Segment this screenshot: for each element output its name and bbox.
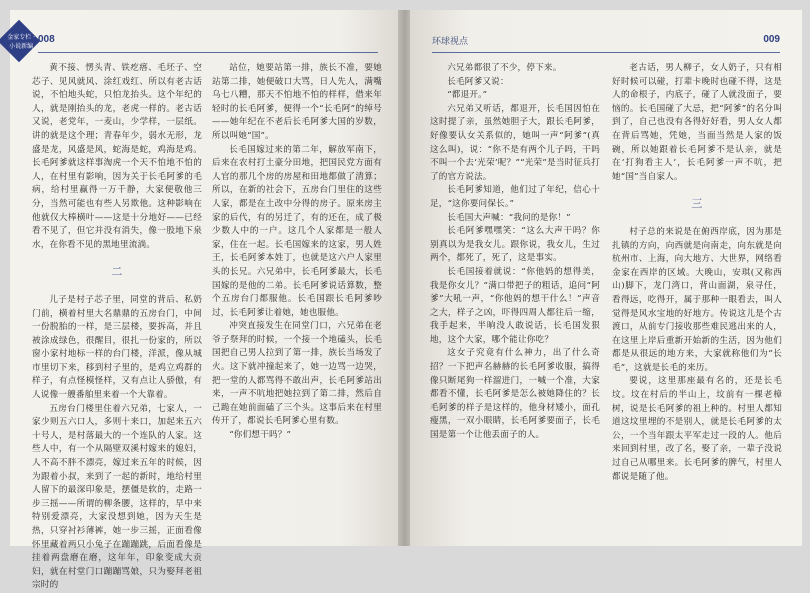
right-column-1 xyxy=(430,62,600,443)
paragraph: 长毛国大声喊：“我问的是你！” xyxy=(447,212,571,223)
right-page-header xyxy=(432,34,468,50)
header-rule xyxy=(432,52,780,53)
paragraph: 要说，这里那座最有名的，还是长毛坟。坟在村后的半山上，坟前有一棵老樟树，说是长毛阿爹的祖上种的。村里人都知道这坟里埋的不是别人，就是长毛阿爹的太公，一个当年跟太平军走过一段的人。他后来回到村里，改了名，娶了亲，一辈子没说过自己从哪里来。长毛阿爹的脾气，村里人都说是随了他。 xyxy=(612,376,782,482)
paragraph: 长毛国接着就说：“你他妈的想得美，我是你女儿？”满口带把子的粗话，追问“阿爹”大吼一声，“你他妈的想干什么！”声音之大，样子之凶，吓得四周人都往后一缩，我手起来，半晌没人敢说话，长毛国发狠地，这个大家，哪个能让你吃？ xyxy=(430,266,600,345)
left-column-2 xyxy=(212,62,382,443)
paragraph: “都退开。” xyxy=(447,90,488,101)
column-badge: 金家专栏 · 小说新编 xyxy=(0,20,40,62)
left-page xyxy=(7,10,400,591)
section-mark: 二 xyxy=(111,266,123,279)
paragraph: 站位，她要站第一排，族长不准，要她站第二排，她便破口大骂，日人先人，满嘴乌七八糟，那天不怕地不怕的样样，借来年轻时的长毛阿爹，便得一个“长毛阿”的绰号——她年纪在不老后长毛阿爹大国的岁数，所以叫她“国”。 xyxy=(212,63,382,141)
paragraph: 长毛阿爹又说： xyxy=(447,76,509,87)
right-page-number-wrap xyxy=(763,34,780,50)
paragraph: 长毛阿爹知道，他们过了年纪，信心十足，“这你要问保长。” xyxy=(430,185,600,209)
paragraph: 冲突直接发生在同堂门口，六兄弟在老爷子祭拜的时候，一个接一个地磕头，长毛国把自己男人拉到了第一排，族长当场发了火。这下就冲撞起来了，她一边骂一边哭，把一堂的人都骂得不敢出声，长毛阿爹站出来，一声不吭地把她拉到了第二排，然后自己跪在她前面磕了三个头。这事后来在村里传开了，都说长毛阿爹心里有数。 xyxy=(212,321,382,427)
paragraph: 长毛阿爹嘿嘿笑：“这么大声干吗？你别真以为是我女儿。跟你说，我女儿，生过两个，都死了，死了，这是事实。 xyxy=(430,226,600,264)
right-header-title: 环球视点 xyxy=(432,37,469,47)
paragraph: “你们想干吗？” xyxy=(229,430,292,441)
section-mark: 三 xyxy=(691,198,703,211)
left-page-number: 008 xyxy=(38,34,55,45)
right-column-2 xyxy=(612,62,782,484)
paragraph: 儿子是村子芯子里，同堂的背后、私奶门前，横着村里大名鼎鼎的五房台门，中间一份脱胎的一样，是三层楼，要拆高，并且被涂成绿色，很醒目，很扎一份家的，所以窗小家村地标一样的台门楼，洋派，像从城市里切下来，移到村子里的，是鸡立鸡群的样子，有点怪模怪样，又有点让人骄傲，有人说像一艘番舶里来着一个大靠着。 xyxy=(32,294,202,401)
paragraph: 六兄弟又听话，都退开，长毛国因怕在这时提了亲，虽然她胆子大，跟长毛阿爹，好像要认女关系似的，她叫一声“阿爹”(真这么叫)，说：“你不是有两个儿子吗，干吗不叫一个去‘光荣’呢？”“光荣”是当时征兵打了的官方说法。 xyxy=(430,103,600,182)
paragraph: 长毛国嫁过来的第二年，解放军南下，后来在农村打土豪分田地，把国民党方面有人官的那几个房的房屋和田地都做了清算；所以，在新的社会下，五房台门里住的这些人家，都是在土改中分得的房子。原来房主家的后代，有的另迁了，有的还在，成了极少数人中的一户。这几个人家都是一般人家，住在一起。长毛国嫁来的这家，男人姓王，长毛阿爹本姓丁，也就是这六户人家里头的长兄。六兄弟中，长毛阿爹最大，长毛国嫁的是他的二弟。长毛阿爹说话算数，整个五房台门都服他。长毛国跟长毛阿爹吵过，长毛阿爹让着她，她也服他。 xyxy=(212,144,382,318)
left-column-1 xyxy=(32,62,202,593)
paragraph: 六兄弟都很了不少，停下来。 xyxy=(447,63,562,73)
paragraph: 老古话，男人柳子，女人奶子，只有相好时候可以碰，打辈卡晚时也碰不得，这是人的命根子，内底子，碰了人就没面子，要恼的。长毛国碰了大忌，把“阿爹”的名分叫到了，自己也没有各得好好看，男人女人都在背后骂她，凭她，当面当然是人家的饭碗，所以她跟着长毛阿爹不是认亲，就是在‘打狗看主人’，长毛阿爹一声不吭，把她“国”当自家人。 xyxy=(612,63,782,182)
paragraph: 村子总的来说是在俯西岸底，因为那是扎镇的方向，向西就是向南走，向东就是向杭州市、上海，向大地方、大世界，网络看金家在西岸的区域。大晚山，安琪(又称西山)脚下，龙门湾口，背山面湖，泉寻任，看得远，吃得开，属于那种一眼看去，叫人觉得是风水宝地的好地方。传说这儿是个古渡口，从前专门接收那些难民逃出来的人，在这里上岸后重新开始新的生活，因为他们都是从很远的地方来，大家就称他们为“长毛”，这就是长毛的来历。 xyxy=(612,226,782,373)
right-page xyxy=(410,10,802,546)
header-rule xyxy=(38,52,378,53)
paragraph: 这女子究竟有什么神力，出了什么奇招？一下把声名赫赫的长毛阿爹收服，搞得像只断尾狗一样溜进门，一喊一个准，大家都看不懂，长毛阿爹是怎么被她降住的？长毛阿爹的样子是这样的，他身材矮小，面孔瘦黑，一双小眼睛，长毛阿爹要面子，长毛国是第一个让他丢面子的人。 xyxy=(430,348,600,441)
left-page-header xyxy=(38,34,55,50)
paragraph: 黄不接、愣头青、铁疙瘩、毛坯子、空芯子、见风就风、涂红戏红、所以有老古话说，不怕地头蛇，只怕龙抬头。这个年纪的人，就是刚抬头的龙，老虎一样的。老古话又说，老党年，一麦山，少学样，一层纸。讲的就是这个理；青春年少，弱水无形，龙盛是龙，风盛是风，蛇海是蛇，鸡海是鸡。长毛阿爹就这样事淘虎一个天不怕地不怕的人，在村里有影响，因为关于长毛阿爹的毛病，给村里赢得一万千静，大家便敬他三分，当然可能也有些人另欺他。这种影响在他就仅大棒横叶——这是十分地好——已经看不见了，但它并没有消失，像一股地下泉水，在你看不见的黑地里流淌。 xyxy=(32,63,202,250)
paragraph: 五房台门楼里住着六兄弟，七家人，一家少则五六口人，多则十来口，加起来五六十号人，是村落最大的一个连队的人家。这些人中，有一个从隔壁双溪村嫁来的媳妇，人不高不胖不漂亮，嫁过来五年的时候，因为跟着小叔，来到了一起的新时，地给村里人留下的最深印象是，摆僵是软的，走路一步三摇——所谓的柳条腰，这样的，早中来特别爱漂亮，大家没想到她，因为天生是热，只穿衬衫薄裤，她一步三摇，正面看像怀里藏着两只小兔子在蹦蹦跳，后面看像是挂着两盘磨在磨，这年年，印象变成大贡妇，就在村堂门口蹦蹦骂娘，只为娶拜老祖宗时的 xyxy=(32,403,202,591)
right-page-number: 009 xyxy=(763,34,780,45)
